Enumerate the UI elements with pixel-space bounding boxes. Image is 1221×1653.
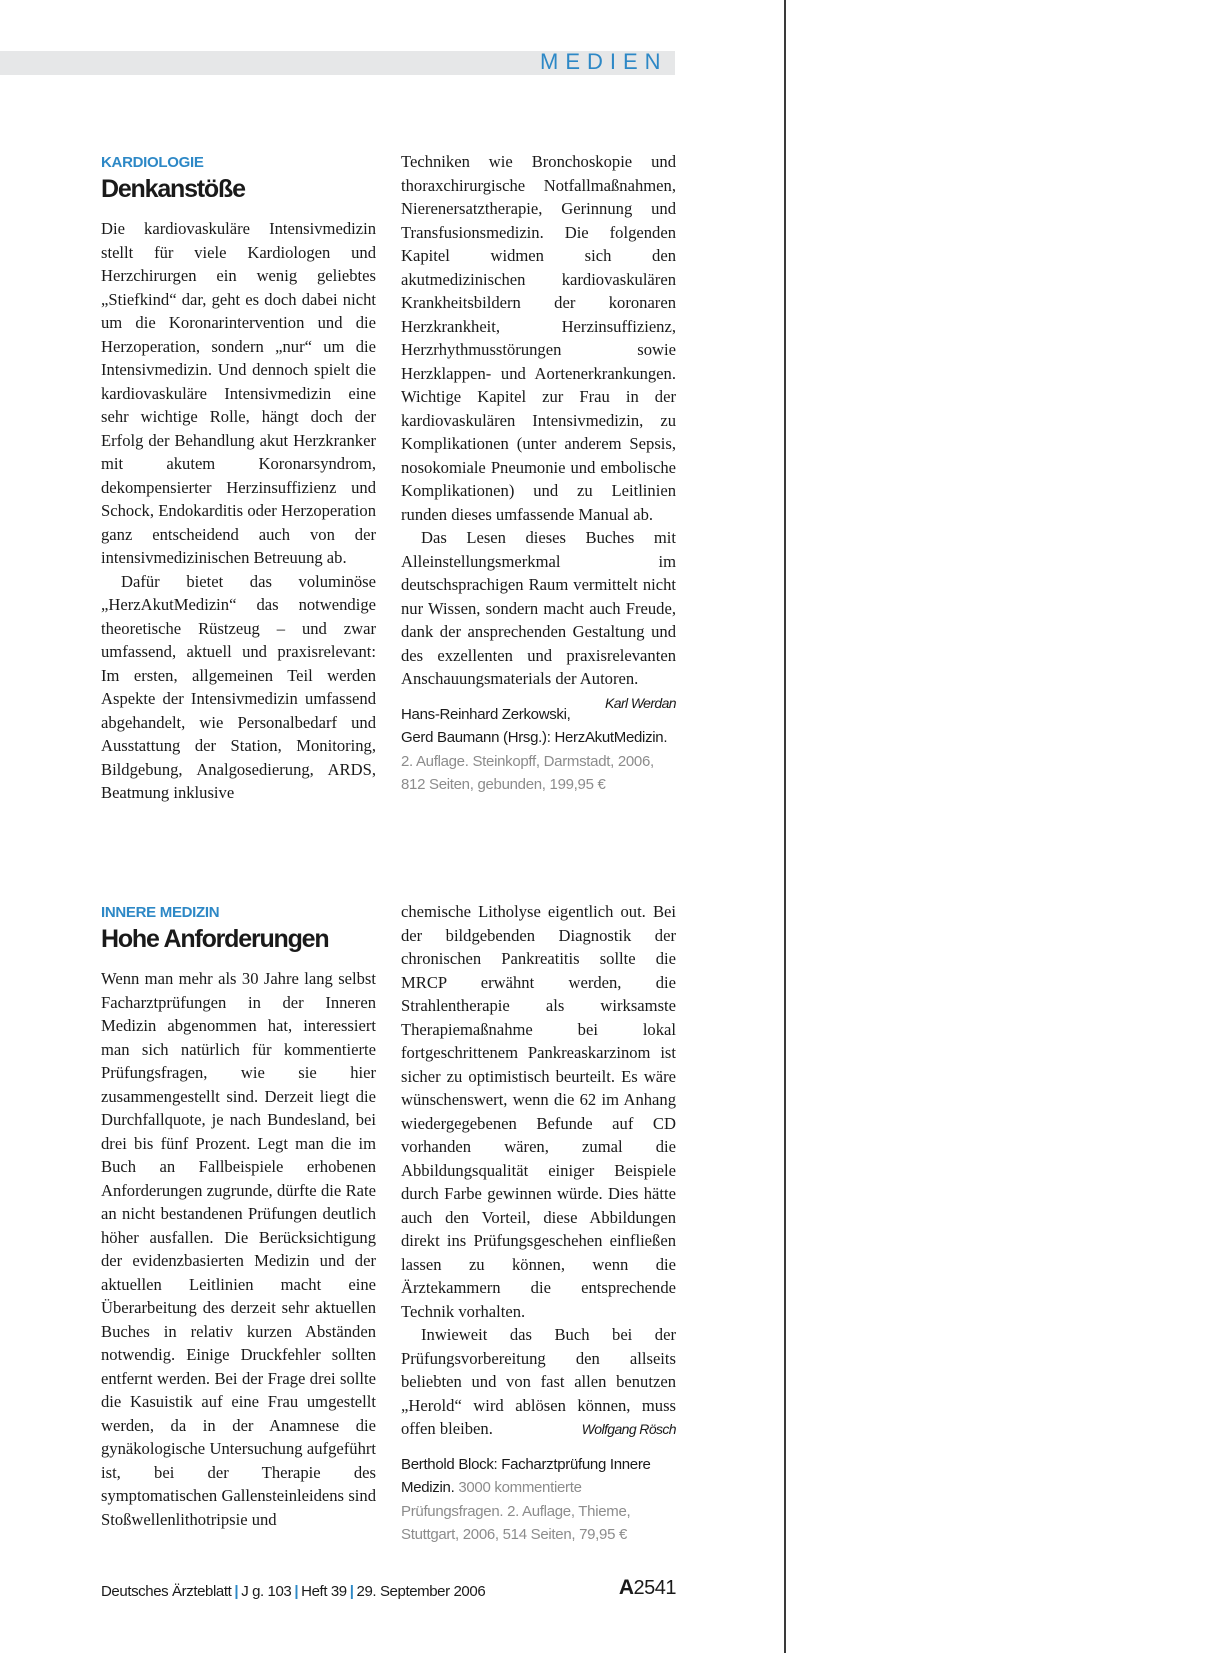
article1-signature: Karl Werdan [605, 694, 676, 711]
article2-headline: Hohe Anforderungen [101, 925, 329, 953]
page-edge-rule [784, 0, 786, 1653]
article1-paragraph-final [401, 526, 676, 711]
article2-paragraph-text: Inwieweit das Buch bei der Prüfungsvorbereitung den allseits beliebten und von fast allen benutzen „Herold“ wird ablösen können, muss offen bleiben. [401, 1325, 676, 1438]
article2-kicker: INNERE MEDIZIN [101, 904, 220, 921]
article1-paragraph: Die kardiovaskuläre Intensivmedizin stellt für viele Kardiologen und Herzchirurgen ein wenig geliebtes „Stiefkind“ dar, geht es doch dabei nicht um die Koronarintervention und die Herzoperation, sondern „nur“ um die Intensivmedizin. Und dennoch spielt die kardiovaskuläre Intensivmedizin eine sehr wichtige Rolle, hängt doch der Erfolg der Behandlung akut Herzkranker mit akutem Koronarsyndrom, dekompensierter Herzinsuffizienz und Schock, Endokarditis oder Herzoperation ganz entscheidend auch von der intensivmedizinischen Betreuung ab. [101, 219, 376, 567]
footer-volume: J g. 103 [241, 1583, 292, 1600]
article2-bib-author: Berthold Block: [401, 1455, 498, 1473]
article2-paragraph: chemische Litholyse eigentlich out. Bei der bildgebenden Diagnostik der chronischen Pankreatitis sollte die MRCP erwähnt werden, die Strahlentherapie als wirksamste Therapiemaßnahme bei lokal fortgeschrittenem Pankreaskarzinom ist sicher zu optimistisch beurteilt. Es wäre wünschenswert, wenn die 62 im Anhang wiedergegebenen Befunde auf CD vorhanden wären, zumal die Abbildungsqualität einiger Beispiele durch Farbe gewinnen würde. Dies hätte auch den Vorteil, diese Abbildungen direkt ins Prüfungsgeschehen einfließen lassen zu können, wenn die Ärztekammern die entsprechende Technik vorhalten. [401, 902, 676, 1321]
article2-bib-title: Facharztprüfung Innere Medizin. [401, 1455, 651, 1496]
article1-right-column [401, 150, 676, 797]
article2-signature: Wolfgang Rösch [581, 1421, 676, 1437]
article1-bibliography [401, 703, 676, 797]
article1-left-column [101, 153, 376, 805]
footer-separator: | [349, 1583, 354, 1600]
article2-left-column [101, 903, 376, 1531]
article1-bib-details: 2. Auflage. Steinkopff, Darmstadt, 2006, 812 Seiten, gebunden, 199,95 € [401, 752, 654, 793]
footer-journal: Deutsches Ärzteblatt [101, 1583, 232, 1600]
footer-page-digits: 2541 [633, 1577, 676, 1599]
article1-bib-title: HerzAkutMedizin. [554, 729, 668, 746]
footer-issue: Heft 39 [301, 1583, 347, 1600]
footer-separator: | [234, 1583, 239, 1600]
article1-kicker: KARDIOLOGIE [101, 154, 204, 171]
footer-separator: | [294, 1583, 299, 1600]
article1-headline: Denkanstöße [101, 175, 245, 203]
article1-paragraph: Dafür bietet das voluminöse „HerzAkutMedizin“ das notwendige theoretische Rüstzeug – und zwar umfassend, aktuell und praxisrelevant: Im ersten, allgemeinen Teil werden Aspekte der Intensivmedizin umfassend abgehandelt, wie Personalbedarf und Ausstattung der Station, Monitoring, Bildgebung, Analgosedierung, ARDS, Beatmung inklusive [101, 571, 376, 802]
article2-right-column [401, 900, 676, 1547]
article2-paragraph: Wenn man mehr als 30 Jahre lang selbst Facharztprüfungen in der Inneren Medizin abgenommen hat, interessiert man sich natürlich für kommentierte Prüfungsfragen, wie sie hier zusammengestellt sind. Derzeit liegt die Durchfallquote, je nach Bundesland, bei drei bis fünf Prozent. Legt man die im Buch an Fallbeispiele erhobenen Anforderungen zugrunde, dürfte die Rate an nicht bestandenen Prüfungen deutlich höher ausfallen. Die Berücksichtigung der evidenzbasierten Medizin und der aktuellen Leitlinien macht eine Überarbeitung des derzeit sehr aktuellen Buches in relativ kurzen Abständen notwendig. Einige Druckfehler sollten entfernt werden. Bei der Frage drei sollte die Kasuistik auf eine Frau umgestellt werden, da in der Anamnese die gynäkologische Untersuchung aufgeführt ist, bei der Therapie des symptomatischen Gallensteinleidens sind Stoßwellenlithotripsie und [101, 969, 376, 1529]
article1-paragraph: Techniken wie Bronchoskopie und thoraxchirurgische Notfallmaßnahmen, Nierenersatztherapie, Gerinnung und Transfusionsmedizin. Die folgenden Kapitel widmen sich den akutmedizinischen kardiovaskulären Krankheitsbildern der koronaren Herzkrankheit, Herzinsuffizienz, Herzrhythmusstörungen sowie Herzklappen- und Aortenerkrankungen. Wichtige Kapitel zur Frau in der kardiovaskulären Intensivmedizin, zu Komplikationen (unter anderem Sepsis, nosokomiale Pneumonie und embolische Komplikationen) und zu Leitlinien runden dieses umfassende Manual ab. [401, 152, 676, 524]
article2-bib-details: 3000 kommentierte Prüfungsfragen. 2. Auflage, Thieme, Stuttgart, 2006, 514 Seiten, 79,95 € [401, 1479, 631, 1543]
article2-paragraph-final [401, 1323, 676, 1441]
footer-page-prefix: A [618, 1576, 634, 1599]
footer-date: 29. September 2006 [356, 1583, 486, 1600]
page-footer [101, 1576, 676, 1604]
footer-page-number [619, 1576, 676, 1600]
article1-bib-author: Hans-Reinhard Zerkowski, Gerd Baumann (Hrsg.): [401, 705, 571, 746]
section-label: MEDIEN [540, 49, 668, 74]
article1-paragraph-text: Das Lesen dieses Buches mit Alleinstellungsmerkmal im deutschsprachigen Raum vermittelt nicht nur Wissen, sondern macht auch Freude, dank der ansprechenden Gestaltung und des exzellenten und praxisrelevanten Anschauungsmaterials der Autoren. [401, 528, 676, 688]
article2-bibliography [401, 1453, 676, 1547]
